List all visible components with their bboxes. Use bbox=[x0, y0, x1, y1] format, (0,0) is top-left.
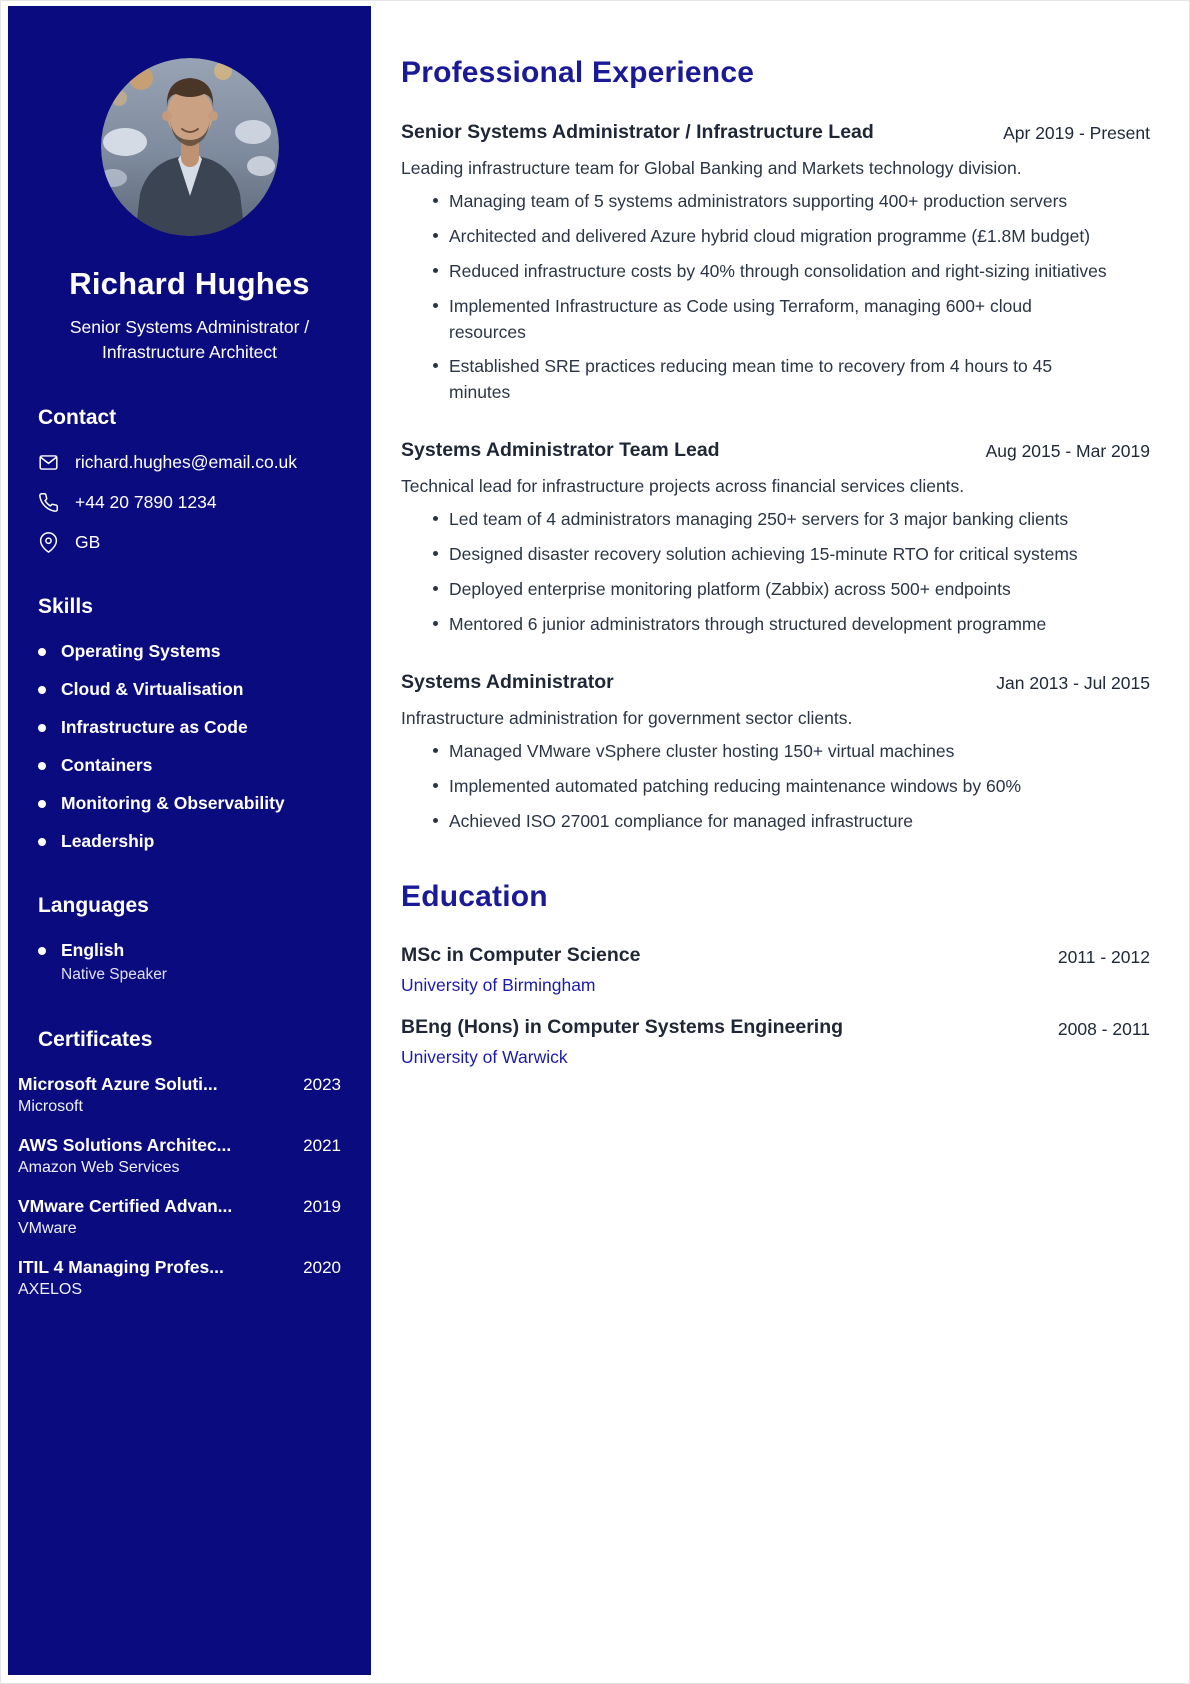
phone-icon bbox=[38, 492, 59, 513]
job-entry bbox=[401, 438, 1150, 638]
job-bullet: Managed VMware vSphere cluster hosting 150+ virtual machines bbox=[431, 739, 1109, 765]
contact-location: GB bbox=[75, 532, 101, 552]
certificate-year: 2021 bbox=[303, 1136, 341, 1155]
contact-email-row bbox=[38, 452, 343, 473]
contact-phone-row bbox=[38, 492, 343, 513]
skills-heading: Skills bbox=[38, 595, 93, 618]
skills-list bbox=[38, 641, 343, 852]
skills-section bbox=[8, 595, 371, 852]
contact-phone: +44 20 7890 1234 bbox=[75, 492, 217, 512]
experience-heading: Professional Experience bbox=[401, 56, 755, 89]
contact-section bbox=[8, 406, 371, 553]
certificate-title: Microsoft Azure Soluti... bbox=[18, 1074, 218, 1094]
certificate-year: 2020 bbox=[303, 1258, 341, 1277]
job-bullet: Led team of 4 administrators managing 250+ servers for 3 major banking clients bbox=[431, 507, 1109, 533]
job-summary: Leading infrastructure team for Global Banking and Markets technology division. bbox=[401, 157, 1022, 178]
bullet-dot bbox=[38, 648, 46, 656]
bullet-dot bbox=[38, 762, 46, 770]
certificate-issuer: Amazon Web Services bbox=[18, 1159, 180, 1176]
job-bullet: Managing team of 5 systems administrators supporting 400+ production servers bbox=[431, 189, 1109, 215]
certificate-item bbox=[18, 1257, 341, 1299]
job-bullet: Achieved ISO 27001 compliance for managed infrastructure bbox=[431, 809, 1109, 835]
job-title: Systems Administrator Team Lead bbox=[401, 439, 720, 462]
languages-heading: Languages bbox=[38, 894, 149, 917]
job-entry bbox=[401, 670, 1150, 835]
job-summary: Technical lead for infrastructure projects across financial services clients. bbox=[401, 475, 965, 496]
bullet-dot bbox=[38, 686, 46, 694]
education-entry bbox=[401, 1016, 1150, 1068]
job-bullet: Established SRE practices reducing mean time to recovery from 4 hours to 45 minutes bbox=[431, 354, 1109, 406]
sidebar bbox=[8, 6, 371, 1675]
job-bullet: Mentored 6 junior administrators through structured development programme bbox=[431, 612, 1109, 638]
certificate-item bbox=[18, 1074, 341, 1116]
job-date: Aug 2015 - Mar 2019 bbox=[985, 441, 1150, 462]
job-title: Systems Administrator bbox=[401, 670, 614, 693]
certificate-item bbox=[18, 1135, 341, 1177]
education-heading: Education bbox=[401, 880, 548, 914]
certificate-issuer: VMware bbox=[18, 1220, 77, 1237]
job-summary: Infrastructure administration for government sector clients. bbox=[401, 707, 853, 728]
email-icon bbox=[38, 452, 59, 473]
certificate-year: 2019 bbox=[303, 1197, 341, 1216]
skill-item: Infrastructure as Code bbox=[38, 717, 343, 738]
candidate-title: Senior Systems Administrator / Infrastructure Architect bbox=[69, 317, 310, 362]
main-content bbox=[371, 6, 1184, 1675]
contact-heading: Contact bbox=[38, 406, 117, 429]
bullet-dot bbox=[38, 947, 46, 955]
certificate-title: AWS Solutions Architec... bbox=[18, 1135, 232, 1155]
job-date: Apr 2019 - Present bbox=[1003, 123, 1150, 143]
bullet-dot bbox=[38, 800, 46, 808]
bullet-dot bbox=[38, 724, 46, 732]
certificate-issuer: AXELOS bbox=[18, 1281, 83, 1298]
profile-photo bbox=[8, 58, 371, 236]
education-date: 2008 - 2011 bbox=[1057, 1019, 1150, 1040]
language-item: English Native Speaker bbox=[38, 940, 343, 984]
language-level: Native Speaker bbox=[61, 966, 167, 983]
languages-section bbox=[8, 894, 371, 984]
school-link[interactable]: University of Warwick bbox=[401, 1047, 568, 1068]
candidate-name: Richard Hughes bbox=[69, 266, 310, 301]
certificate-title: ITIL 4 Managing Profes... bbox=[18, 1257, 224, 1277]
job-bullet: Implemented Infrastructure as Code using Terraform, managing 600+ cloud resources bbox=[431, 294, 1109, 346]
certificate-title: VMware Certified Advan... bbox=[18, 1196, 233, 1216]
job-bullet: Deployed enterprise monitoring platform (Zabbix) across 500+ endpoints bbox=[431, 577, 1109, 603]
degree-title: MSc in Computer Science bbox=[401, 944, 641, 967]
school-link[interactable]: University of Birmingham bbox=[401, 975, 596, 996]
skill-item: Leadership bbox=[38, 831, 343, 852]
profile-photo-image bbox=[101, 58, 279, 236]
job-bullet: Designed disaster recovery solution achieving 15-minute RTO for critical systems bbox=[431, 542, 1109, 568]
job-bullet: Implemented automated patching reducing maintenance windows by 60% bbox=[431, 774, 1109, 800]
certificate-item bbox=[18, 1196, 341, 1238]
skill-item: Operating Systems bbox=[38, 641, 343, 662]
certificates-section bbox=[8, 1028, 371, 1299]
certificate-year: 2023 bbox=[303, 1075, 341, 1094]
degree-title: BEng (Hons) in Computer Systems Engineering bbox=[401, 1016, 844, 1039]
job-date: Jan 2013 - Jul 2015 bbox=[996, 672, 1150, 693]
job-bullet-list bbox=[401, 189, 1150, 406]
certificates-heading: Certificates bbox=[38, 1028, 153, 1051]
skill-item: Cloud & Virtualisation bbox=[38, 679, 343, 700]
certificate-issuer: Microsoft bbox=[18, 1098, 83, 1115]
languages-list bbox=[38, 940, 343, 984]
job-bullet: Architected and delivered Azure hybrid cloud migration programme (£1.8M budget) bbox=[431, 224, 1109, 250]
job-title: Senior Systems Administrator / Infrastructure Lead bbox=[401, 121, 874, 143]
contact-email: richard.hughes@email.co.uk bbox=[75, 452, 298, 472]
education-date: 2011 - 2012 bbox=[1057, 947, 1150, 968]
skill-item: Monitoring & Observability bbox=[38, 793, 343, 814]
job-entry bbox=[401, 120, 1150, 406]
education-entry bbox=[401, 944, 1150, 996]
bullet-dot bbox=[38, 838, 46, 846]
job-bullet-list bbox=[401, 507, 1150, 638]
location-pin-icon bbox=[38, 532, 59, 553]
job-bullet-list bbox=[401, 739, 1150, 835]
skill-item: Containers bbox=[38, 755, 343, 776]
contact-location-row bbox=[38, 532, 343, 553]
job-bullet: Reduced infrastructure costs by 40% through consolidation and right-sizing initiatives bbox=[431, 259, 1109, 285]
